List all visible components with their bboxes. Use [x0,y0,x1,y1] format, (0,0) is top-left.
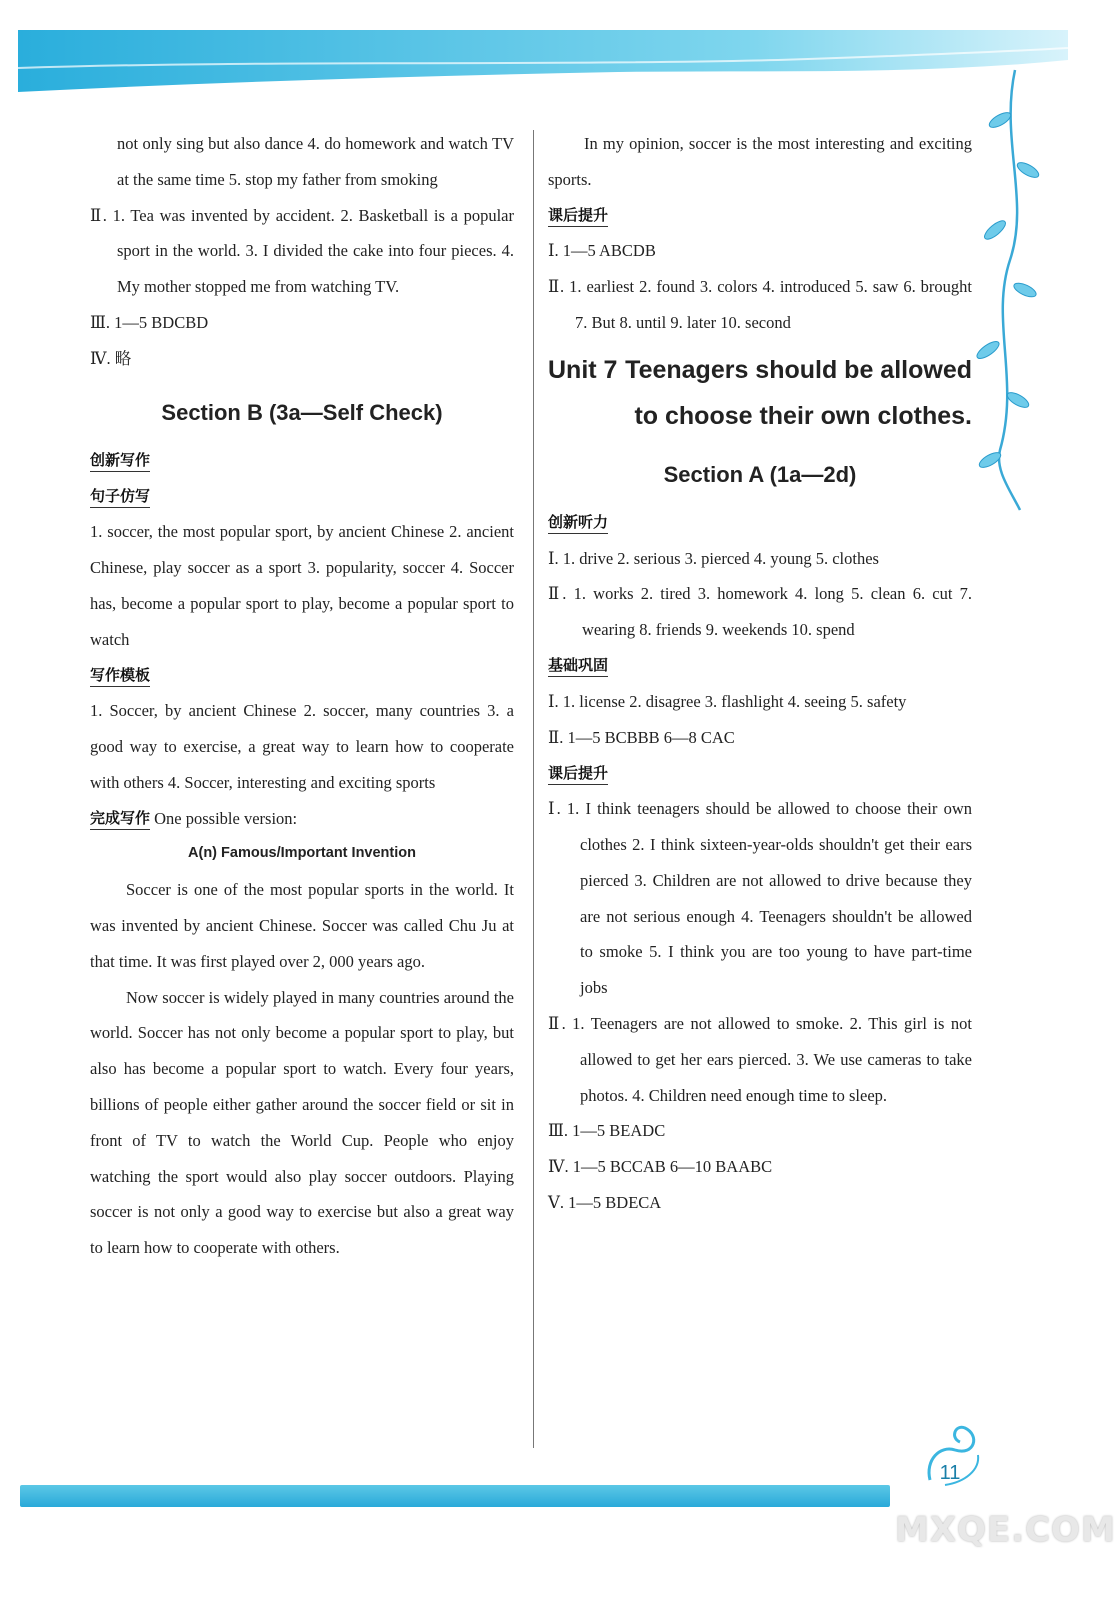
tag-line [548,198,972,234]
tag-label: 基础巩固 [548,654,608,677]
tag-line [548,755,972,791]
unit-label: Unit 7 [548,355,618,384]
vine-decoration [960,60,1050,520]
answer-line: Ⅱ. 1. Tea was invented by accident. 2. Basketball is a popular sport in the world. 3. I divided the cake into four pieces. 4. My mother stopped me from watching TV. [90,205,514,297]
tag-label: 创新听力 [548,511,608,534]
answer-line: Ⅴ. 1—5 BDECA [548,1192,662,1212]
tag-line [548,505,972,541]
column-divider [533,130,534,1448]
opinion-paragraph: In my opinion, soccer is the most interesting and exciting sports. [548,134,972,189]
unit-title-line2: to choose their own clothes. [634,401,972,430]
imitation-answers: 1. soccer, the most popular sport, by ancient Chinese 2. ancient Chinese, play soccer as a sport 3. popularity, soccer 4. Soccer has, become a popular sport to play, become a popular sport to watch [90,522,514,649]
template-answers: 1. Soccer, by ancient Chinese 2. soccer, many countries 3. a good way to exercise, a great way to learn how to cooperate with others 4. Soccer, interesting and exciting sports [90,701,514,792]
tag-label: 写作模板 [90,664,150,687]
answer-line: Ⅲ. 1—5 BDCBD [90,312,209,332]
page-number: 11 [939,1462,961,1484]
unit-title-line1: Teenagers should be allowed [625,355,972,384]
answer-line: Ⅰ. 1. drive 2. serious 3. pierced 4. young 5. clothes [548,548,879,568]
answer-line: Ⅱ. 1. Teenagers are not allowed to smoke. 2. This girl is not allowed to get her ears pierced. 3. We use cameras to take photos. 4. Children need enough time to sleep. [548,1013,972,1105]
answer-line: not only sing but also dance 4. do homework and watch TV at the same time 5. stop my father from smoking [117,134,514,189]
answer-line: Ⅰ. 1—5 ABCDB [548,241,656,261]
unit-heading [548,347,972,439]
version-label: One possible version: [154,808,298,828]
essay-title: A(n) Famous/Important Invention [188,845,416,862]
answer-line: Ⅰ. 1. I think teenagers should be allowed to choose their own clothes 2. I think sixteen-year-olds shouldn't get their ears pierced 3. Children are not allowed to drive because they are not serious enough 4. Teenagers shouldn't be allowed to smoke 5. I think you are too young to have part-time jobs [548,799,972,998]
right-column [548,126,972,1221]
answer-line: Ⅱ. 1. works 2. tired 3. homework 4. long 5. clean 6. cut 7. wearing 8. friends 9. weekends 10. spend [548,584,972,640]
tag-label: 创新写作 [90,449,150,472]
answer-line: Ⅲ. 1—5 BEADC [548,1121,666,1141]
section-title: Section B (3a—Self Check) [161,399,443,425]
tag-label: 课后提升 [548,204,608,227]
essay-paragraph: Now soccer is widely played in many countries around the world. Soccer has not only become a popular sport to play, but also has become a popular sport to watch. Every four years, billions of people either gather around the soccer field or sit in front of TV to watch the World Cup. People who enjoy watching the sport would also play soccer outdoors. Playing soccer is not only a good way to exercise but also a great way to learn how to cooperate with others. [90,987,514,1258]
tag-label: 完成写作 [90,807,150,830]
answer-line: Ⅱ. 1. earliest 2. found 3. colors 4. introduced 5. saw 6. brought 7. But 8. until 9. later 10. second [548,277,972,332]
watermark: MXQE.COM [895,1510,1116,1550]
tag-line [90,657,514,693]
tag-label: 课后提升 [548,762,608,785]
answer-line: Ⅱ. 1—5 BCBBB 6—8 CAC [548,727,735,747]
tag-line [90,801,514,837]
tag-label: 句子仿写 [90,485,150,508]
answer-line: Ⅳ. 略 [90,348,132,368]
tag-line [548,648,972,684]
section-title: Section A (1a—2d) [663,461,857,487]
tag-line [90,478,514,514]
answer-line: Ⅰ. 1. license 2. disagree 3. flashlight 4. seeing 5. safety [548,691,907,711]
essay-paragraph: Soccer is one of the most popular sports in the world. It was invented by ancient Chinese. Soccer was called Chu Ju at that time. It was first played over 2, 000 years ago. [90,880,514,971]
answer-line: Ⅳ. 1—5 BCCAB 6—10 BAABC [548,1157,773,1177]
tag-line [90,443,514,479]
footer-band [20,1485,890,1507]
header-band [18,30,1068,92]
left-column [90,126,514,1266]
